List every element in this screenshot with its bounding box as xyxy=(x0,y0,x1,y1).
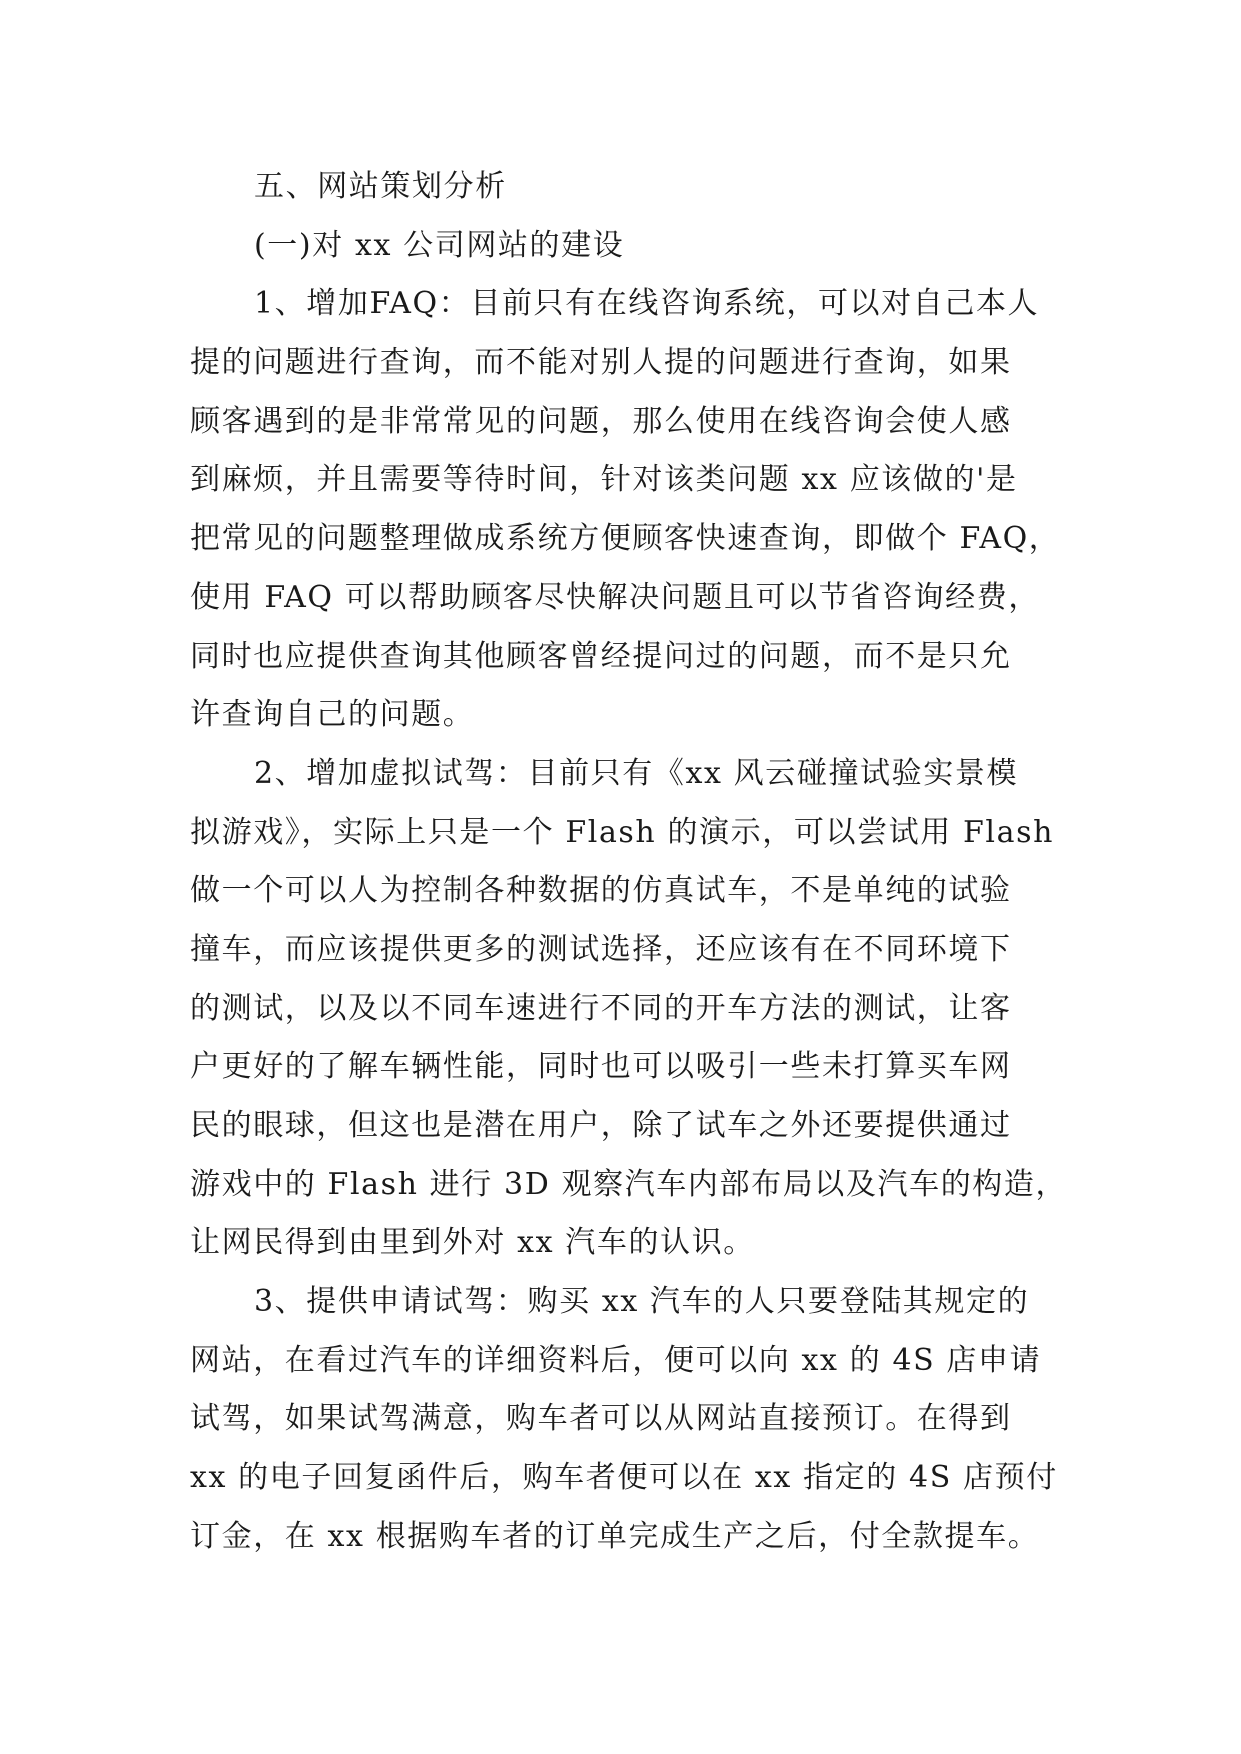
paragraph-line: 提的问题进行查询，而不能对别人提的问题进行查询，如果 xyxy=(190,345,1012,381)
paragraph-line: 2、增加虚拟试驾：目前只有《xx 风云碰撞试验实景模 xyxy=(254,755,1019,791)
paragraph-line: 同时也应提供查询其他顾客曾经提问过的问题，而不是只允 xyxy=(190,638,1012,674)
paragraph-line: xx 的电子回复函件后，购车者便可以在 xx 指定的 4S 店预付 xyxy=(190,1460,1058,1496)
paragraph-line: 使用 FAQ 可以帮助顾客尽快解决问题且可以节省咨询经费， xyxy=(190,579,1040,615)
paragraph-line: 拟游戏》，实际上只是一个 Flash 的演示，可以尝试用 Flash xyxy=(190,814,1055,850)
paragraph-line: 网站，在看过汽车的详细资料后，便可以向 xx 的 4S 店申请 xyxy=(190,1342,1042,1378)
paragraph-line: 顾客遇到的是非常常见的问题，那么使用在线咨询会使人感 xyxy=(190,403,1012,439)
paragraph-line: 订金，在 xx 根据购车者的订单完成生产之后，付全款提车。 xyxy=(190,1518,1040,1554)
paragraph-faq xyxy=(190,275,1060,745)
paragraph-line: 到麻烦，并且需要等待时间，针对该类问题 xx 应该做的'是 xyxy=(190,462,1018,498)
paragraph-line: 把常见的问题整理做成系统方便顾客快速查询，即做个 FAQ， xyxy=(190,521,1061,557)
paragraph-line: 许查询自己的问题。 xyxy=(190,697,475,733)
paragraph-line: 户更好的了解车辆性能，同时也可以吸引一些未打算买车网 xyxy=(190,1049,1012,1085)
paragraph-apply-test-drive xyxy=(190,1273,1060,1566)
paragraph-line: 3、提供申请试驾：购买 xx 汽车的人只要登陆其规定的 xyxy=(254,1284,1030,1320)
section-heading: 五、网站策划分析 xyxy=(254,169,507,204)
paragraph-line: 试驾，如果试驾满意，购车者可以从网站直接预订。在得到 xyxy=(190,1401,1012,1437)
document-body xyxy=(190,158,1068,1567)
paragraph-line: 做一个可以人为控制各种数据的仿真试车，不是单纯的试验 xyxy=(190,873,1012,909)
paragraph-line: 游戏中的 Flash 进行 3D 观察汽车内部布局以及汽车的构造， xyxy=(190,1166,1068,1202)
paragraph-line: 让网民得到由里到外对 xx 汽车的认识。 xyxy=(190,1225,755,1261)
subsection-heading: (一)对 xx 公司网站的建设 xyxy=(254,227,625,263)
paragraph-line: 1、增加FAQ：目前只有在线咨询系统，可以对自己本人 xyxy=(254,286,1040,322)
paragraph-line: 撞车，而应该提供更多的测试选择，还应该有在不同环境下 xyxy=(190,931,1012,967)
paragraph-line: 的测试，以及以不同车速进行不同的开车方法的测试，让客 xyxy=(190,990,1012,1026)
paragraph-line: 民的眼球，但这也是潜在用户，除了试车之外还要提供通过 xyxy=(190,1108,1012,1143)
paragraph-virtual-test-drive xyxy=(190,745,1068,1273)
